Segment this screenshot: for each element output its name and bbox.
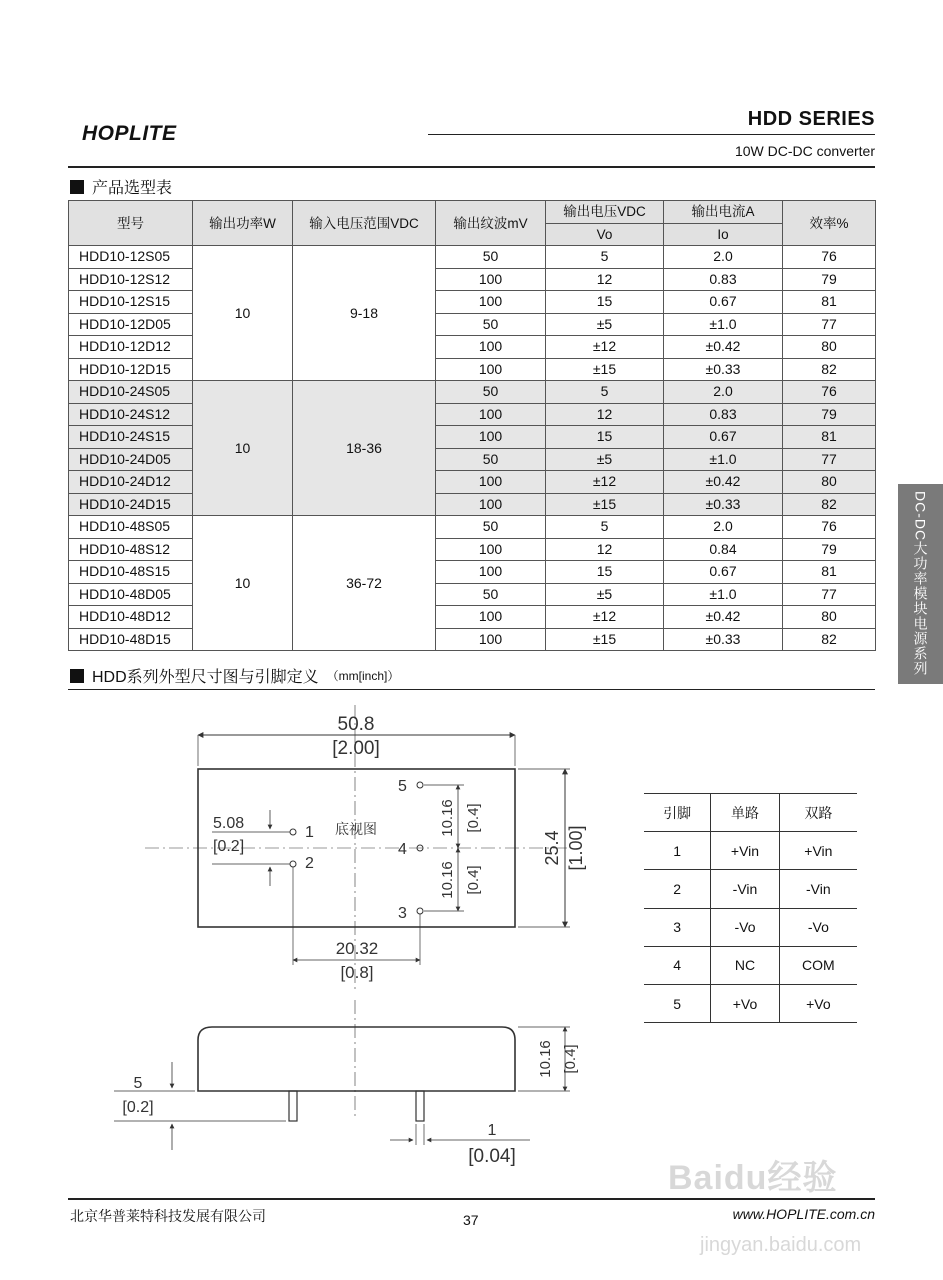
model-cell: HDD10-12S12: [69, 268, 193, 291]
vout-cell: 5: [546, 246, 664, 269]
iout-cell: 2.0: [664, 516, 783, 539]
model-cell: HDD10-48D12: [69, 606, 193, 629]
vout-cell: ±15: [546, 358, 664, 381]
ripple-cell: 50: [436, 313, 546, 336]
efficiency-cell: 77: [783, 448, 876, 471]
efficiency-cell: 81: [783, 561, 876, 584]
model-cell: HDD10-24D05: [69, 448, 193, 471]
selection-table-body: [69, 246, 876, 651]
iout-cell: 0.67: [664, 426, 783, 449]
section-title: HDD系列外型尺寸图与引脚定义: [92, 669, 319, 686]
side-pin-right: [416, 1091, 424, 1121]
efficiency-cell: 82: [783, 493, 876, 516]
table-row: [69, 313, 876, 336]
vout-cell: ±12: [546, 336, 664, 359]
col-header-vout: 输出电压VDC: [546, 201, 664, 224]
table-row: [69, 471, 876, 494]
model-cell: HDD10-48S15: [69, 561, 193, 584]
iout-cell: 2.0: [664, 381, 783, 404]
ripple-cell: 50: [436, 448, 546, 471]
input-range-cell: 36-72: [293, 516, 436, 651]
vout-cell: ±5: [546, 583, 664, 606]
section-divider: [68, 689, 875, 690]
vout-cell: 12: [546, 538, 664, 561]
vout-cell: ±12: [546, 471, 664, 494]
ripple-cell: 100: [436, 403, 546, 426]
pin-5-label: 5: [398, 778, 407, 795]
model-cell: HDD10-24D12: [69, 471, 193, 494]
vout-cell: 5: [546, 381, 664, 404]
ripple-cell: 100: [436, 291, 546, 314]
pin-length-in-label: [0.2]: [122, 1099, 154, 1116]
selection-table: [68, 200, 876, 651]
model-cell: HDD10-12S05: [69, 246, 193, 269]
pin-2-marker: [290, 861, 296, 867]
iout-cell: ±0.33: [664, 628, 783, 651]
vout-cell: 15: [546, 291, 664, 314]
series-title: HDD SERIES: [747, 108, 875, 130]
pin-1-label: 1: [305, 824, 314, 841]
vout-cell: ±15: [546, 493, 664, 516]
col-header-iout: 输出电流A: [664, 201, 783, 224]
square-bullet-icon: [70, 669, 84, 683]
thickness-mm-label: 10.16: [537, 1040, 554, 1078]
pin-row: 5 +Vo +Vo: [644, 984, 857, 1022]
table-row: [69, 538, 876, 561]
col-subheader-vo: Vo: [546, 223, 664, 246]
table-row: [69, 268, 876, 291]
series-subtitle: 10W DC-DC converter: [734, 143, 875, 159]
pin-2-label: 2: [305, 855, 314, 872]
ripple-cell: 50: [436, 583, 546, 606]
thickness-in-label: [0.4]: [562, 1044, 579, 1074]
ripple-cell: 100: [436, 268, 546, 291]
module-outline-side: [198, 1027, 515, 1091]
table-row: [69, 561, 876, 584]
iout-cell: 0.83: [664, 268, 783, 291]
table-row: [69, 516, 876, 539]
model-cell: HDD10-24D15: [69, 493, 193, 516]
dual-col-header: 双路: [779, 794, 857, 832]
table-row: [69, 448, 876, 471]
ripple-cell: 50: [436, 246, 546, 269]
vout-cell: ±5: [546, 448, 664, 471]
table-row: [69, 291, 876, 314]
table-row: [69, 403, 876, 426]
pin-3-label: 3: [398, 905, 407, 922]
ripple-cell: 100: [436, 471, 546, 494]
section-dimensions: [70, 664, 399, 687]
pitch-lower-in-label: [0.4]: [465, 865, 482, 895]
section-unit: （mm[inch]）: [326, 669, 400, 683]
ripple-cell: 100: [436, 493, 546, 516]
vout-cell: 12: [546, 403, 664, 426]
iout-cell: 0.84: [664, 538, 783, 561]
iout-cell: ±0.42: [664, 606, 783, 629]
pitch-upper-mm-label: 10.16: [439, 799, 456, 837]
model-cell: HDD10-12D12: [69, 336, 193, 359]
iout-cell: ±0.42: [664, 471, 783, 494]
model-cell: HDD10-48D05: [69, 583, 193, 606]
pin-row: 2 -Vin -Vin: [644, 870, 857, 908]
ripple-cell: 100: [436, 336, 546, 359]
model-cell: HDD10-12D05: [69, 313, 193, 336]
pitch-upper-in-label: [0.4]: [465, 803, 482, 833]
table-row: [69, 606, 876, 629]
pin-row: 3 -Vo -Vo: [644, 908, 857, 946]
table-row: [69, 381, 876, 404]
table-row: [69, 336, 876, 359]
pin-5-marker: [417, 782, 423, 788]
vout-cell: ±12: [546, 606, 664, 629]
model-cell: HDD10-48S12: [69, 538, 193, 561]
col-header-ripple: 输出纹波mV: [436, 201, 546, 246]
input-range-cell: 18-36: [293, 381, 436, 516]
ripple-cell: 50: [436, 516, 546, 539]
title-divider: [428, 134, 875, 135]
pin-span-mm-label: 20.32: [335, 939, 379, 958]
width-mm-label: 50.8: [337, 714, 375, 735]
model-cell: HDD10-12S15: [69, 291, 193, 314]
model-cell: HDD10-12D15: [69, 358, 193, 381]
bottom-view-label: 底视图: [335, 821, 377, 837]
website-link[interactable]: www.HOPLITE.com.cn: [732, 1206, 875, 1222]
dimension-drawing: [100, 700, 600, 1180]
section-selection-table: [70, 175, 172, 198]
pin-offset-mm-label: 5.08: [213, 815, 245, 832]
ripple-cell: 100: [436, 426, 546, 449]
table-row: [69, 583, 876, 606]
table-row: [69, 628, 876, 651]
efficiency-cell: 79: [783, 538, 876, 561]
footer-divider: [68, 1198, 875, 1200]
pin-3-marker: [417, 908, 423, 914]
pin-col-header: 引脚: [644, 794, 711, 832]
iout-cell: 2.0: [664, 246, 783, 269]
efficiency-cell: 76: [783, 516, 876, 539]
vout-cell: 5: [546, 516, 664, 539]
efficiency-cell: 79: [783, 403, 876, 426]
height-in-label: [1.00]: [566, 825, 586, 871]
pin-span-in-label: [0.8]: [340, 963, 374, 982]
iout-cell: ±0.33: [664, 358, 783, 381]
height-mm-label: 25.4: [542, 830, 562, 866]
col-header-input-range: 输入电压范围VDC: [293, 201, 436, 246]
model-cell: HDD10-24S15: [69, 426, 193, 449]
vout-cell: 15: [546, 426, 664, 449]
side-category-tab: DC-DC大功率模块电源系列: [898, 484, 943, 684]
width-in-label: [2.00]: [332, 738, 380, 759]
efficiency-cell: 79: [783, 268, 876, 291]
pin-dia-in-label: [0.04]: [468, 1146, 516, 1167]
model-cell: HDD10-24S05: [69, 381, 193, 404]
efficiency-cell: 76: [783, 381, 876, 404]
iout-cell: ±1.0: [664, 313, 783, 336]
company-name: 北京华普莱特科技发展有限公司: [70, 1208, 266, 1224]
pin-dia-mm-label: 1: [487, 1122, 497, 1139]
pin-1-marker: [290, 829, 296, 835]
iout-cell: 0.67: [664, 291, 783, 314]
ripple-cell: 100: [436, 628, 546, 651]
pin-row: 4 NC COM: [644, 946, 857, 984]
table-row: [69, 493, 876, 516]
watermark-brand: Baidu经验: [668, 1159, 838, 1197]
vout-cell: 12: [546, 268, 664, 291]
pitch-lower-mm-label: 10.16: [439, 861, 456, 899]
table-row: [69, 246, 876, 269]
side-pin-left: [289, 1091, 297, 1121]
col-header-model: 型号: [69, 201, 193, 246]
pin-offset-in-label: [0.2]: [213, 838, 245, 855]
power-cell: 10: [193, 381, 293, 516]
efficiency-cell: 80: [783, 606, 876, 629]
model-cell: HDD10-24S12: [69, 403, 193, 426]
efficiency-cell: 81: [783, 291, 876, 314]
iout-cell: ±0.42: [664, 336, 783, 359]
square-bullet-icon: [70, 180, 84, 194]
ripple-cell: 100: [436, 561, 546, 584]
col-header-power: 输出功率W: [193, 201, 293, 246]
pin-definition-table: [644, 793, 857, 1023]
power-cell: 10: [193, 516, 293, 651]
iout-cell: ±0.33: [664, 493, 783, 516]
efficiency-cell: 80: [783, 471, 876, 494]
iout-cell: 0.83: [664, 403, 783, 426]
ripple-cell: 50: [436, 381, 546, 404]
model-cell: HDD10-48S05: [69, 516, 193, 539]
table-row: [69, 426, 876, 449]
brand-logo: HOPLITE: [82, 122, 177, 145]
iout-cell: ±1.0: [664, 448, 783, 471]
efficiency-cell: 82: [783, 358, 876, 381]
col-subheader-io: Io: [664, 223, 783, 246]
pin-row: 1 +Vin +Vin: [644, 832, 857, 870]
page-number: 37: [463, 1212, 479, 1228]
table-row: [69, 358, 876, 381]
vout-cell: 15: [546, 561, 664, 584]
efficiency-cell: 76: [783, 246, 876, 269]
header-divider: [68, 166, 875, 168]
col-header-efficiency: 效率%: [783, 201, 876, 246]
input-range-cell: 9-18: [293, 246, 436, 381]
model-cell: HDD10-48D15: [69, 628, 193, 651]
efficiency-cell: 77: [783, 313, 876, 336]
watermark-url: jingyan.baidu.com: [700, 1234, 862, 1256]
efficiency-cell: 77: [783, 583, 876, 606]
iout-cell: 0.67: [664, 561, 783, 584]
efficiency-cell: 82: [783, 628, 876, 651]
iout-cell: ±1.0: [664, 583, 783, 606]
single-col-header: 单路: [711, 794, 779, 832]
vout-cell: ±5: [546, 313, 664, 336]
section-title: 产品选型表: [92, 180, 173, 197]
efficiency-cell: 80: [783, 336, 876, 359]
pin-length-mm-label: 5: [133, 1075, 143, 1092]
ripple-cell: 100: [436, 358, 546, 381]
ripple-cell: 100: [436, 606, 546, 629]
efficiency-cell: 81: [783, 426, 876, 449]
power-cell: 10: [193, 246, 293, 381]
pin-4-label: 4: [398, 841, 407, 858]
vout-cell: ±15: [546, 628, 664, 651]
ripple-cell: 100: [436, 538, 546, 561]
